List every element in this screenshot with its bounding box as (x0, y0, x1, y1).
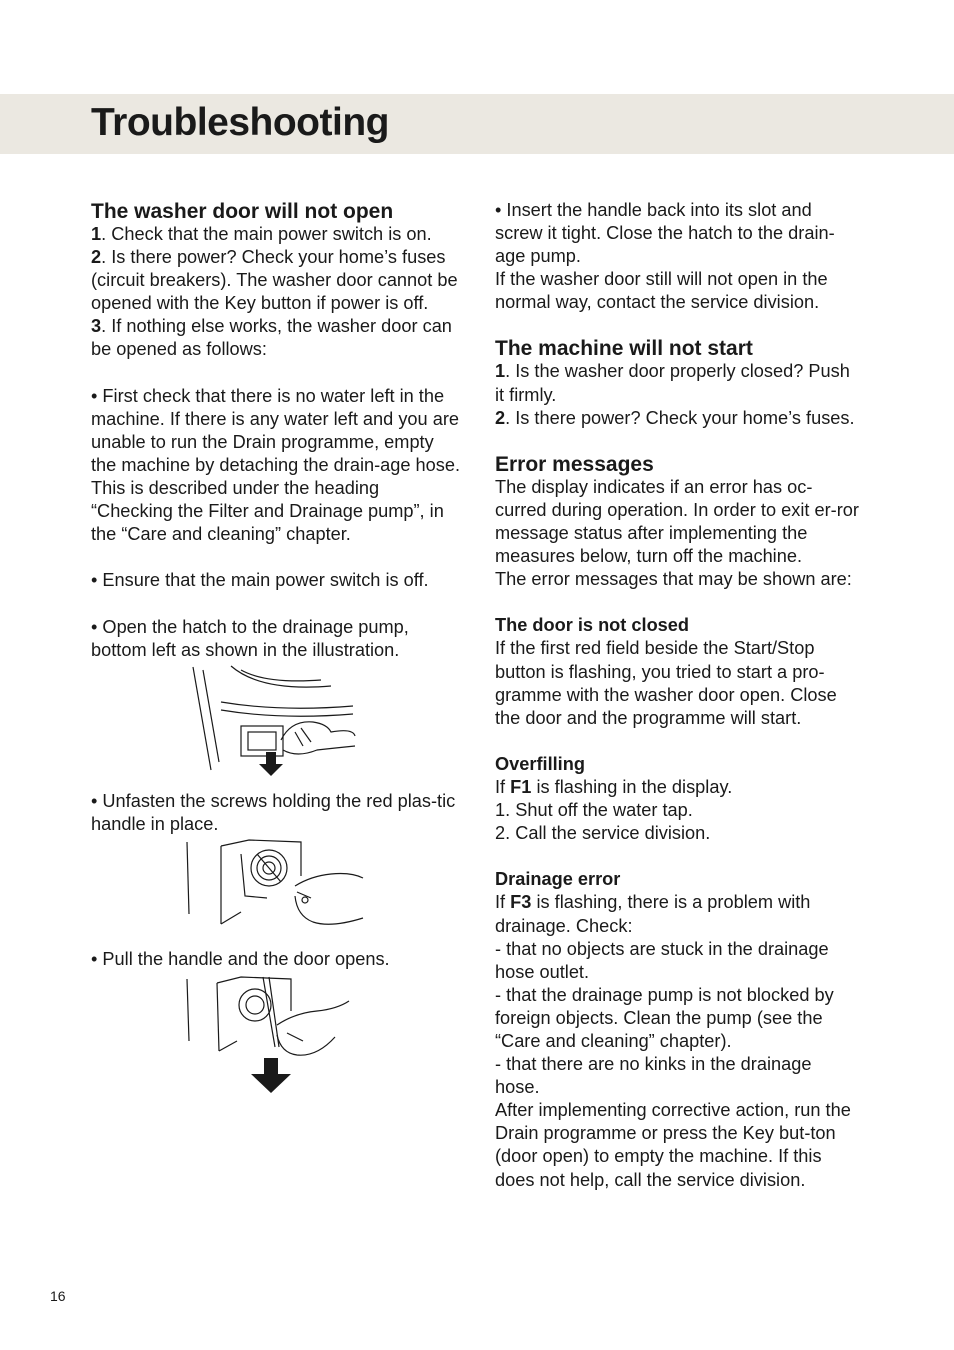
start-heading: The machine will not start (495, 337, 753, 361)
page-number: 16 (50, 1288, 66, 1304)
drain-rest: is flashing, there is a problem with drainage. Check: (495, 892, 811, 936)
bullet-pull: • Pull the handle and the door opens. (91, 948, 390, 969)
error-list-intro: The error messages that may be shown are: (495, 569, 852, 590)
bullet-hatch: • Open the hatch to the drainage pump, bottom left as shown in the illustration. (91, 616, 409, 660)
screws-illustration (91, 836, 463, 948)
page-title: Troubleshooting (91, 101, 389, 144)
door-closed-heading: The door is not closed (495, 615, 690, 636)
drain-code: F3 (510, 892, 532, 913)
bullet-water: • First check that there is no water left in the machine. If there is any water left and you are unable to run the Drain programme, empty the machine by detaching the drain-age hose. This is described under the heading “Checking the Filter and Drainage pump”, in the “Care and cleaning” chapter. (91, 385, 461, 545)
error-heading: Error messages (495, 452, 654, 476)
drain-check-2: - that the drainage pump is not blocked by foreign objects. Clean the pump (see the “Care and cleaning” chapter). (495, 984, 834, 1051)
door-heading: The washer door will not open (91, 200, 394, 223)
door-closed-text: If the first red field beside the Start/Stop button is flashing, you tried to start a pro-gramme with the washer door open. Close the door and the programme will start. (495, 638, 837, 728)
start-step-1-number: 1 (495, 361, 506, 382)
step-2-text: . Is there power? Check your home’s fuses (circuit breakers). The washer door cannot be opened with the Key button if power is off. (91, 247, 458, 314)
still-closed-text: If the washer door still will not open in the normal way, contact the service division. (495, 269, 828, 313)
pull-handle-illustration (91, 971, 463, 1099)
overfill-line (495, 776, 860, 799)
overfill-if: If (495, 776, 511, 797)
step-1 (91, 223, 463, 246)
overfill-code: F1 (510, 776, 532, 797)
start-step-1 (495, 360, 860, 406)
step-1-number: 1 (91, 224, 102, 244)
step-1-text: . Check that the main power switch is on. (101, 224, 432, 244)
overfill-step-2: 2. Call the service division. (495, 823, 711, 844)
arrow-down-icon (251, 1058, 291, 1093)
start-step-2-text: . Is there power? Check your home’s fuses. (505, 407, 855, 428)
bullet-screws: • Unfasten the screws holding the red plas-tic handle in place. (91, 790, 456, 834)
bullet-insert: • Insert the handle back into its slot and screw it tight. Close the hatch to the drain-age pump. (495, 200, 835, 267)
overfill-step-1: 1. Shut off the water tap. (495, 800, 693, 821)
overfill-heading: Overfilling (495, 753, 585, 774)
step-2 (91, 246, 463, 315)
drain-heading: Drainage error (495, 869, 621, 890)
drain-final: After implementing corrective action, run the Drain programme or press the Key but-ton (door open) to empty the machine. If this does not help, call the service division. (495, 1100, 851, 1190)
step-3 (91, 315, 463, 361)
step-3-number: 3 (91, 316, 102, 337)
drain-check-1: - that no objects are stuck in the drainage hose outlet. (495, 938, 829, 982)
error-intro: The display indicates if an error has oc-curred during operation. In order to exit er-ror message status after implementing the measures below, turn off the machine. (495, 476, 859, 567)
drain-check-3: - that there are no kinks in the drainage hose. (495, 1054, 812, 1098)
right-column (495, 199, 860, 1192)
start-step-2-number: 2 (495, 407, 506, 428)
drain-if: If (495, 892, 511, 913)
left-column (91, 199, 463, 1099)
hatch-illustration (91, 662, 463, 790)
drain-line (495, 891, 860, 937)
bullet-switch: • Ensure that the main power switch is off. (91, 570, 429, 591)
start-step-1-text: . Is the washer door properly closed? Push it firmly. (495, 361, 850, 405)
step-2-number: 2 (91, 247, 102, 268)
overfill-rest: is flashing in the display. (531, 776, 733, 797)
step-3-text: . If nothing else works, the washer door can be opened as follows: (91, 316, 452, 360)
start-step-2 (495, 407, 860, 430)
